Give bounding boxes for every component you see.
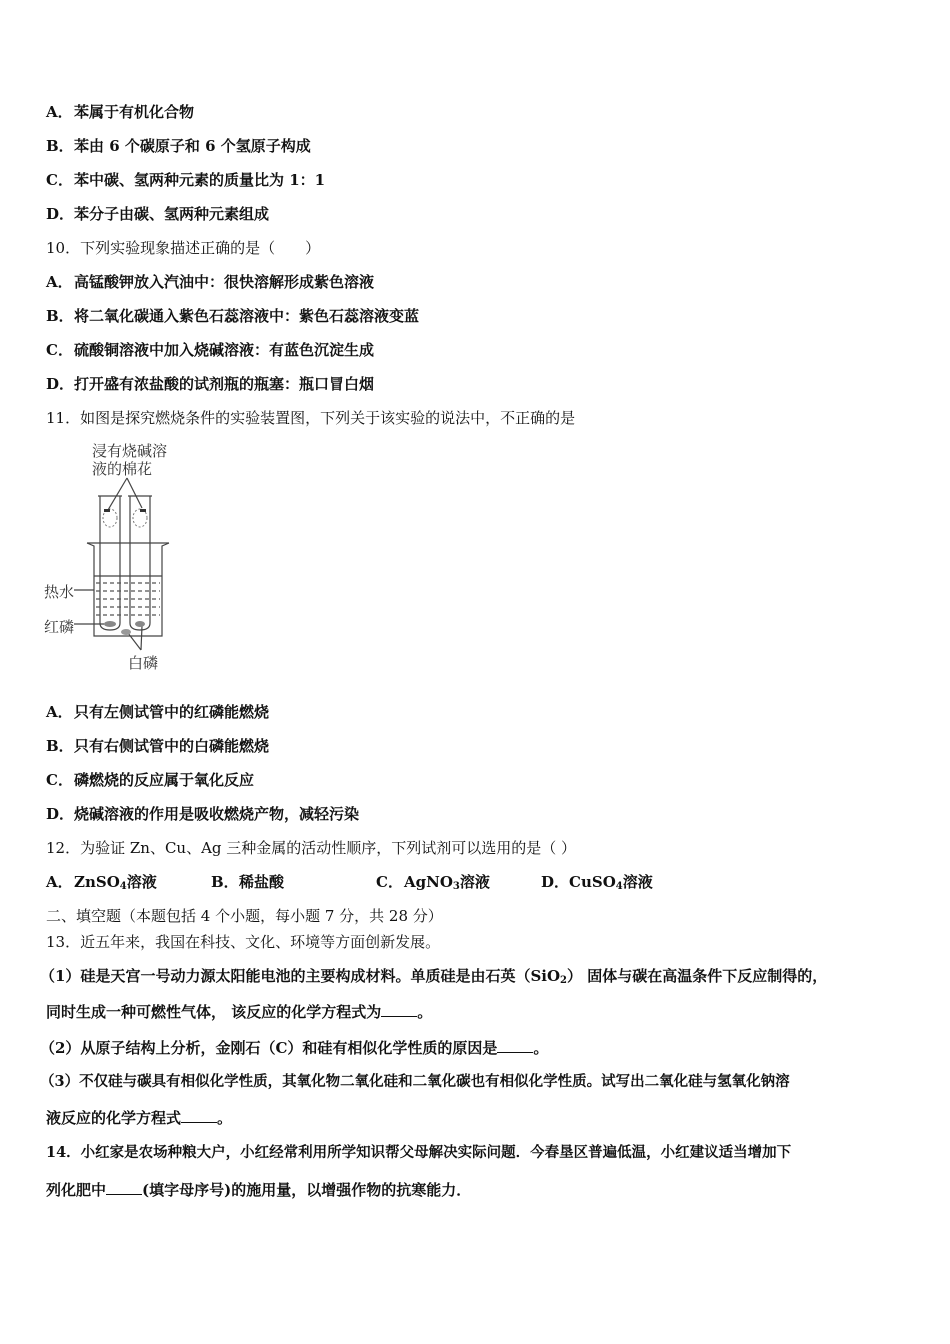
option-text: 硫酸铜溶液中加入烧碱溶液：有蓝色沉淀生成 (74, 341, 375, 359)
option-text: 打开盛有浓盐酸的试剂瓶的瓶塞：瓶口冒白烟 (74, 375, 375, 393)
q10-stem: 10．下列实验现象描述正确的是（ ） (46, 239, 321, 257)
q9-option-d (46, 204, 269, 224)
option-label: C． (46, 771, 73, 789)
option-label: A． (46, 103, 73, 121)
section-heading: 二、填空题（本题包括 4 个小题，每小题 7 分，共 28 分） (46, 907, 443, 925)
q13-part1-line1 (40, 966, 827, 991)
option-label: A． (46, 703, 73, 721)
option-text: 苯由 6 个碳原子和 6 个氢原子构成 (74, 137, 311, 155)
option-text: ZnSO (74, 873, 120, 891)
apparatus-drawing-icon (42, 438, 192, 673)
option-text: CuSO (569, 873, 616, 891)
text: ） 固体与碳在高温条件下反应制得的， (567, 967, 828, 985)
option-label: A． (46, 273, 73, 291)
q12-stem: 12．为验证 Zn、Cu、Ag 三种金属的活动性顺序，下列试剂可以选用的是（ ） (46, 839, 577, 857)
answer-blank[interactable] (381, 1002, 417, 1017)
q10-option-d (46, 374, 374, 394)
q13-stem: 13．近五年来，我国在科技、文化、环境等方面创新发展。 (46, 933, 441, 951)
text: 同时生成一种可燃性气体， 该反应的化学方程式为 (46, 1003, 382, 1021)
q11-option-c (46, 770, 254, 790)
figure-label-white-phosphorus: 白磷 (128, 654, 159, 672)
q14-line2 (46, 1180, 471, 1200)
option-label: D． (46, 205, 75, 223)
subscript: 3 (452, 881, 460, 892)
q13-part3-line1: （3）不仅硅与碳具有相似化学性质，其氧化物二氧化硅和二氧化碳也有相似化学性质。试写出二氧化硅与氢氧化钠溶 (40, 1073, 790, 1090)
option-label: C． (46, 341, 73, 359)
option-text: 烧碱溶液的作用是吸收燃烧产物，减轻污染 (74, 805, 360, 823)
answer-blank[interactable] (497, 1038, 533, 1053)
text: 。 (417, 1003, 433, 1021)
option-text: AgNO (404, 873, 453, 891)
q11-option-a (46, 702, 269, 722)
q11-stem: 11．如图是探究燃烧条件的实验装置图，下列关于该实验的说法中，不正确的是 (46, 409, 576, 427)
q10-option-b (46, 306, 419, 326)
text: 。 (217, 1109, 233, 1127)
q9-option-a (46, 102, 194, 122)
figure-label-cotton: 浸有烧碱溶 (92, 442, 168, 460)
answer-blank[interactable] (181, 1108, 217, 1123)
subscript: 2 (560, 975, 568, 986)
option-label: D． (46, 805, 75, 823)
q10-option-a (46, 272, 374, 292)
option-text: 只有右侧试管中的白磷能燃烧 (74, 737, 270, 755)
q12-option-a (46, 872, 157, 897)
subscript: 4 (615, 881, 623, 892)
option-text: 高锰酸钾放入汽油中：很快溶解形成紫色溶液 (74, 273, 375, 291)
figure-label-red-phosphorus: 红磷 (44, 618, 75, 636)
option-label: B． (46, 737, 74, 755)
q12-option-c (376, 872, 490, 897)
subscript: 4 (119, 881, 127, 892)
q13-part1-line2 (46, 1002, 432, 1022)
option-text: 稀盐酸 (239, 873, 285, 891)
option-label: B． (211, 873, 239, 891)
option-text-suffix: 溶液 (459, 873, 490, 891)
text: （2）从原子结构上分析，金刚石（C）和硅有相似化学性质的原因是 (40, 1039, 498, 1057)
option-label: D． (46, 375, 75, 393)
text: (填字母序号)的施用量，以增强作物的抗寒能力． (142, 1181, 472, 1199)
q12-option-d (541, 872, 653, 897)
option-text-suffix: 溶液 (622, 873, 653, 891)
option-label: D． (541, 873, 570, 891)
option-label: C． (46, 171, 73, 189)
option-text: 将二氧化碳通入紫色石蕊溶液中：紫色石蕊溶液变蓝 (74, 307, 420, 325)
combustion-apparatus-figure (42, 438, 192, 673)
text: （1）硅是天宫一号动力源太阳能电池的主要构成材料。单质硅是由石英（SiO (40, 967, 561, 985)
q13-part2 (40, 1038, 548, 1058)
option-label: B． (46, 307, 74, 325)
option-label: C． (376, 873, 403, 891)
text: 。 (533, 1039, 549, 1057)
q11-option-d (46, 804, 359, 824)
q11-option-b (46, 736, 269, 756)
q9-option-b (46, 136, 311, 156)
option-text-suffix: 溶液 (126, 873, 157, 891)
option-text: 只有左侧试管中的红磷能燃烧 (74, 703, 270, 721)
option-label: B． (46, 137, 74, 155)
text: 列化肥中 (46, 1181, 107, 1199)
q10-option-c (46, 340, 374, 360)
answer-blank[interactable] (106, 1180, 142, 1195)
option-text: 苯属于有机化合物 (74, 103, 195, 121)
q12-option-b (211, 872, 284, 892)
figure-label-cotton-2: 液的棉花 (92, 460, 153, 478)
option-text: 磷燃烧的反应属于氧化反应 (74, 771, 255, 789)
text: 液反应的化学方程式 (46, 1109, 182, 1127)
option-text: 苯中碳、氢两种元素的质量比为 1：1 (74, 171, 326, 189)
q9-option-c (46, 170, 325, 190)
q13-part3-line2 (46, 1108, 232, 1128)
option-text: 苯分子由碳、氢两种元素组成 (74, 205, 270, 223)
q14-line1: 14．小红家是农场种粮大户，小红经常利用所学知识帮父母解决实际问题．今春垦区普遍低温，小红建议适当增加下 (46, 1144, 792, 1161)
figure-label-hot-water: 热水 (44, 583, 75, 601)
option-label: A． (46, 873, 73, 891)
